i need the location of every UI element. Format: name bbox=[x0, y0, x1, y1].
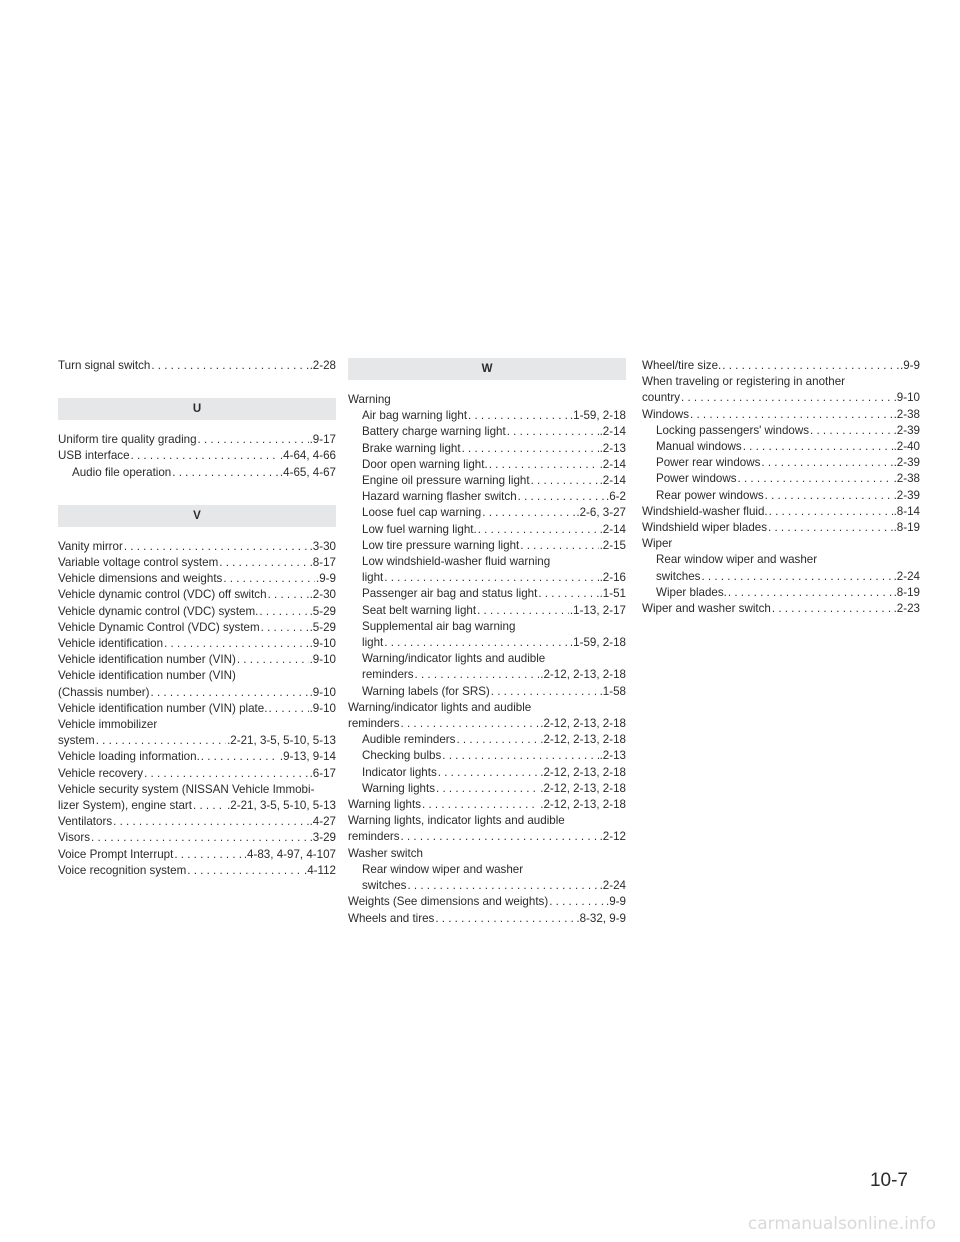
leader-dots bbox=[491, 684, 599, 700]
index-entry-page: .2-14 bbox=[599, 425, 626, 439]
index-entry-label: Vehicle identification number (VIN) bbox=[58, 653, 236, 667]
leader-dots bbox=[187, 863, 303, 879]
index-entry bbox=[58, 863, 336, 879]
index-entry bbox=[58, 604, 336, 620]
index-entry-label: Vehicle dynamic control (VDC) off switch bbox=[58, 588, 267, 602]
leader-dots bbox=[384, 635, 569, 651]
index-subheading: Wiper bbox=[642, 537, 673, 551]
index-entry-label: Brake warning light bbox=[362, 441, 461, 455]
leader-dots bbox=[144, 766, 309, 782]
index-entry-label: Vehicle identification bbox=[58, 637, 164, 651]
index-entry bbox=[58, 847, 336, 863]
index-entry bbox=[642, 520, 920, 536]
index-entry-label: Checking bulbs bbox=[362, 749, 442, 763]
leader-dots bbox=[738, 471, 893, 487]
index-subheading: Low windshield-washer fluid warning bbox=[362, 555, 551, 569]
leader-dots bbox=[482, 505, 575, 521]
index-entry bbox=[58, 814, 336, 830]
leader-dots bbox=[442, 748, 598, 764]
index-entry-label: Vehicle identification number (VIN) plate. bbox=[58, 701, 268, 715]
index-entry bbox=[58, 539, 336, 555]
index-entry-page: .2-39 bbox=[893, 423, 920, 437]
index-entry bbox=[348, 505, 626, 521]
index-entry bbox=[58, 830, 336, 846]
leader-dots bbox=[401, 829, 599, 845]
leader-dots bbox=[722, 358, 899, 374]
index-entry bbox=[348, 457, 626, 473]
index-entry-page: .2-39 bbox=[893, 488, 920, 502]
index-entry bbox=[58, 587, 336, 603]
index-entry-label: Passenger air bag and status light bbox=[362, 587, 538, 601]
index-entry-label: Vehicle dimensions and weights bbox=[58, 572, 223, 586]
index-entry-page: .9-10 bbox=[893, 391, 920, 405]
index-entry bbox=[58, 766, 336, 782]
watermark: carmanualsonline.info bbox=[747, 1214, 936, 1234]
index-entry-label: Battery charge warning light bbox=[362, 425, 506, 439]
index-entry-label: Vehicle recovery bbox=[58, 766, 144, 780]
index-entry bbox=[348, 408, 626, 424]
index-entry-page: .4-64, 4-66 bbox=[279, 449, 336, 463]
index-entry-label: lizer System), engine start bbox=[58, 799, 193, 813]
index-entry-page: .3-30 bbox=[309, 539, 336, 553]
leader-dots bbox=[477, 603, 569, 619]
index-entry bbox=[642, 569, 920, 585]
leader-dots bbox=[268, 701, 308, 717]
index-entry-page: .2-24 bbox=[599, 879, 626, 893]
index-entry bbox=[58, 448, 336, 464]
index-entry-label: Ventilators bbox=[58, 815, 113, 829]
leader-dots bbox=[219, 555, 308, 571]
index-entry-page: .4-83, 4-97, 4-107 bbox=[243, 847, 336, 861]
index-entry bbox=[642, 390, 920, 406]
leader-dots bbox=[223, 571, 315, 587]
index-subheading: Rear window wiper and washer bbox=[656, 553, 818, 567]
leader-dots bbox=[462, 441, 599, 457]
leader-dots bbox=[198, 432, 309, 448]
index-entry-label: Windshield wiper blades bbox=[642, 521, 768, 535]
index-entry-page: .2-14 bbox=[599, 474, 626, 488]
index-entry-page: .8-17 bbox=[309, 556, 336, 570]
index-entry-label: Low fuel warning light. bbox=[362, 522, 477, 536]
index-entry-page: .9-9 bbox=[900, 359, 920, 372]
leader-dots bbox=[810, 423, 893, 439]
leader-dots bbox=[549, 894, 605, 910]
leader-dots bbox=[164, 636, 309, 652]
index-entry-page: .9-13, 9-14 bbox=[279, 750, 336, 764]
index-entry bbox=[348, 570, 626, 586]
index-entry-page: .6-2 bbox=[606, 490, 626, 504]
index-entry-page: .3-29 bbox=[309, 831, 336, 845]
leader-dots bbox=[124, 539, 309, 555]
leader-dots bbox=[769, 504, 893, 520]
index-entry-page: .2-12, 2-13, 2-18 bbox=[540, 781, 626, 795]
leader-dots bbox=[772, 601, 893, 617]
index-entry-page: .2-12, 2-13, 2-18 bbox=[540, 668, 626, 682]
index-entry bbox=[642, 407, 920, 423]
index-entry-page: .2-6, 3-27 bbox=[576, 506, 626, 520]
leader-dots bbox=[96, 733, 226, 749]
leader-dots bbox=[422, 797, 539, 813]
index-entry bbox=[58, 701, 336, 717]
leader-dots bbox=[520, 538, 598, 554]
index-entry-label: reminders bbox=[348, 830, 400, 844]
index-entry-label: Visors bbox=[58, 831, 91, 845]
index-entry-label: light bbox=[362, 571, 384, 585]
index-entry-page: .2-12 bbox=[599, 830, 626, 844]
leader-dots bbox=[201, 749, 279, 765]
index-entry-label: reminders bbox=[348, 717, 400, 731]
index-entry-page: .2-23 bbox=[893, 602, 920, 616]
index-entry-label: Wiper and washer switch bbox=[642, 602, 771, 616]
leader-dots bbox=[761, 455, 892, 471]
index-subheading: Warning bbox=[348, 393, 391, 406]
index-entry bbox=[348, 489, 626, 505]
index-entry-page: .8-14 bbox=[893, 504, 920, 518]
leader-dots bbox=[765, 488, 893, 504]
leader-dots bbox=[407, 878, 598, 894]
index-entry-label: Power rear windows bbox=[656, 456, 761, 470]
index-entry-label: switches bbox=[656, 569, 701, 583]
index-entry bbox=[642, 439, 920, 455]
index-entry-page: .2-38 bbox=[893, 472, 920, 486]
index-entry-page: .2-38 bbox=[893, 407, 920, 421]
index-entry bbox=[348, 635, 626, 651]
leader-dots bbox=[237, 652, 309, 668]
leader-dots bbox=[435, 911, 575, 927]
index-entry-page: .8-19 bbox=[893, 585, 920, 599]
index-entry-page: .4-112 bbox=[303, 863, 336, 877]
leader-dots bbox=[415, 667, 540, 683]
index-entry bbox=[348, 829, 626, 845]
leader-dots bbox=[456, 732, 539, 748]
index-entry-label: Indicator lights bbox=[362, 765, 437, 779]
index-subheading: When traveling or registering in another bbox=[642, 375, 845, 389]
index-entry-label: Door open warning light. bbox=[362, 457, 488, 471]
index-entry bbox=[58, 733, 336, 749]
index-entry-label: Windows bbox=[642, 407, 690, 421]
leader-dots bbox=[478, 522, 599, 538]
index-entry bbox=[58, 652, 336, 668]
section-header-w: W bbox=[348, 358, 626, 380]
index-entry bbox=[58, 685, 336, 701]
index-entry-page: .2-14 bbox=[599, 457, 626, 471]
index-entry-page: .9-17 bbox=[309, 433, 336, 447]
index-entry-page: .2-39 bbox=[893, 456, 920, 470]
index-entry-label: Turn signal switch bbox=[58, 359, 151, 372]
index-entry bbox=[642, 488, 920, 504]
index-entry-page: .2-15 bbox=[599, 538, 626, 552]
index-subheading: Washer switch bbox=[348, 846, 423, 860]
index-entry-label: Wheels and tires bbox=[348, 911, 435, 925]
index-entry bbox=[348, 911, 626, 927]
index-entry bbox=[348, 538, 626, 554]
index-entry-page: .8-32, 9-9 bbox=[576, 911, 626, 925]
leader-dots bbox=[531, 473, 599, 489]
index-entry bbox=[642, 455, 920, 471]
index-entry-page: .4-27 bbox=[309, 815, 336, 829]
index-entry-page: .2-12, 2-13, 2-18 bbox=[540, 765, 626, 779]
index-entry-label: Warning labels (for SRS) bbox=[362, 684, 490, 698]
index-entry-label: Wiper blades. bbox=[656, 585, 727, 599]
index-entry-label: Power windows bbox=[656, 472, 737, 486]
index-entry bbox=[642, 423, 920, 439]
leader-dots bbox=[489, 457, 599, 473]
index-entry-label: switches bbox=[362, 879, 407, 893]
index-entry-page: .1-51 bbox=[599, 587, 626, 601]
index-entry-label: country bbox=[642, 391, 681, 405]
leader-dots bbox=[131, 448, 279, 464]
index-subheading: Vehicle immobilizer bbox=[58, 718, 158, 732]
index-entry-page: .2-12, 2-13, 2-18 bbox=[540, 798, 626, 812]
index-entry bbox=[642, 358, 920, 374]
index-entry bbox=[348, 797, 626, 813]
leader-dots bbox=[259, 604, 308, 620]
index-entry-label: Wheel/tire size. bbox=[642, 359, 722, 372]
index-entry bbox=[642, 585, 920, 601]
index-subheading: Rear window wiper and washer bbox=[362, 862, 524, 876]
index-subheading: Warning/indicator lights and audible bbox=[348, 700, 532, 714]
index-entry-page: .2-13 bbox=[599, 749, 626, 763]
index-entry-page: .2-21, 3-5, 5-10, 5-13 bbox=[227, 734, 336, 748]
index-entry-page: .1-59, 2-18 bbox=[569, 636, 626, 650]
index-entry-label: Locking passengers' windows bbox=[656, 423, 810, 437]
leader-dots bbox=[436, 781, 539, 797]
leader-dots bbox=[151, 685, 309, 701]
index-entry-label: Warning lights bbox=[362, 781, 436, 795]
index-subheading: Vehicle identification number (VIN) bbox=[58, 669, 236, 683]
index-entry-page: .2-14 bbox=[599, 522, 626, 536]
index-entry-page: .1-13, 2-17 bbox=[569, 603, 626, 617]
index-entry bbox=[348, 748, 626, 764]
index-entry-label: Vehicle dynamic control (VDC) system. bbox=[58, 604, 259, 618]
index-entry-page: .9-9 bbox=[606, 895, 626, 909]
index-entry bbox=[642, 471, 920, 487]
index-entry-page: .9-9 bbox=[316, 572, 336, 586]
index-entry bbox=[58, 555, 336, 571]
index-entry-label: Hazard warning flasher switch bbox=[362, 490, 517, 504]
index-entry-label: Engine oil pressure warning light bbox=[362, 474, 530, 488]
index-entry-page: .2-24 bbox=[893, 569, 920, 583]
index-entry-label: Rear power windows bbox=[656, 488, 764, 502]
index-entry bbox=[58, 571, 336, 587]
index-entry bbox=[58, 636, 336, 652]
index-entry bbox=[348, 586, 626, 602]
index-entry bbox=[348, 473, 626, 489]
index-entry-label: Audio file operation bbox=[72, 465, 172, 479]
index-entry bbox=[58, 749, 336, 765]
index-entry bbox=[348, 424, 626, 440]
leader-dots bbox=[701, 569, 892, 585]
index-entry-page: .8-19 bbox=[893, 521, 920, 535]
index-subheading: Supplemental air bag warning bbox=[362, 619, 516, 633]
leader-dots bbox=[151, 358, 308, 374]
index-entry-page: .1-59, 2-18 bbox=[569, 409, 626, 423]
index-entry-page: .2-40 bbox=[893, 440, 920, 454]
index-entry bbox=[348, 667, 626, 683]
index-entry bbox=[348, 441, 626, 457]
index-entry-label: Uniform tire quality grading bbox=[58, 433, 197, 447]
leader-dots bbox=[193, 798, 226, 814]
leader-dots bbox=[174, 847, 242, 863]
index-entry-label: Low tire pressure warning light bbox=[362, 538, 520, 552]
leader-dots bbox=[538, 586, 598, 602]
index-column-1 bbox=[58, 358, 336, 879]
leader-dots bbox=[690, 407, 893, 423]
index-entry-label: Seat belt warning light bbox=[362, 603, 477, 617]
index-entry-label: Air bag warning light bbox=[362, 409, 468, 423]
index-entry-page: .2-30 bbox=[309, 588, 336, 602]
leader-dots bbox=[113, 814, 308, 830]
index-entry-page: .2-21, 3-5, 5-10, 5-13 bbox=[227, 799, 336, 813]
index-entry bbox=[348, 716, 626, 732]
index-subheading: Vehicle security system (NISSAN Vehicle Immobi- bbox=[58, 782, 315, 796]
index-entry-label: Audible reminders bbox=[362, 733, 456, 747]
index-entry-page: .4-65, 4-67 bbox=[279, 465, 336, 479]
index-entry bbox=[348, 684, 626, 700]
leader-dots bbox=[438, 765, 540, 781]
leader-dots bbox=[172, 465, 279, 481]
section-header-u: U bbox=[58, 398, 336, 420]
index-entry-page: .6-17 bbox=[309, 766, 336, 780]
page-number: 10-7 bbox=[869, 1170, 908, 1191]
index-entry-label: USB interface bbox=[58, 449, 130, 463]
index-entry-page: .9-10 bbox=[309, 701, 336, 715]
index-entry-label: light bbox=[362, 636, 384, 650]
leader-dots bbox=[681, 390, 893, 406]
index-entry-label: Voice recognition system bbox=[58, 863, 187, 877]
index-entry bbox=[348, 894, 626, 910]
index-entry bbox=[348, 765, 626, 781]
index-subheading: Warning/indicator lights and audible bbox=[362, 652, 546, 666]
index-entry-page: .2-13 bbox=[599, 441, 626, 455]
index-entry-label: Vehicle Dynamic Control (VDC) system bbox=[58, 620, 260, 634]
leader-dots bbox=[518, 489, 605, 505]
index-entry-label: Manual windows bbox=[656, 440, 742, 454]
index-entry bbox=[58, 465, 336, 481]
leader-dots bbox=[728, 585, 893, 601]
index-entry-page: .2-12, 2-13, 2-18 bbox=[540, 717, 626, 731]
index-entry-page: .1-58 bbox=[599, 684, 626, 698]
index-entry bbox=[58, 620, 336, 636]
index-entry bbox=[642, 504, 920, 520]
index-entry-page: .5-29 bbox=[309, 620, 336, 634]
index-entry-page: .9-10 bbox=[309, 637, 336, 651]
leader-dots bbox=[91, 830, 309, 846]
index-entry-label: Loose fuel cap warning bbox=[362, 506, 482, 520]
leader-dots bbox=[384, 570, 598, 586]
index-column-2 bbox=[348, 358, 626, 927]
index-entry-label: (Chassis number) bbox=[58, 685, 150, 699]
index-entry bbox=[58, 432, 336, 448]
index-column-3 bbox=[642, 358, 920, 617]
index-entry-page: .9-10 bbox=[309, 685, 336, 699]
index-entry bbox=[348, 732, 626, 748]
index-entry bbox=[58, 798, 336, 814]
leader-dots bbox=[743, 439, 893, 455]
index-entry bbox=[348, 522, 626, 538]
index-entry bbox=[348, 603, 626, 619]
index-entry bbox=[348, 781, 626, 797]
index-entry-label: system bbox=[58, 734, 95, 748]
index-entry-page: .2-16 bbox=[599, 571, 626, 585]
leader-dots bbox=[768, 520, 893, 536]
index-entry-label: Vehicle loading information. bbox=[58, 750, 200, 764]
index-subheading: Warning lights, indicator lights and audible bbox=[348, 814, 565, 828]
index-entry-page: .5-29 bbox=[309, 604, 336, 618]
index-entry-label: Windshield-washer fluid. bbox=[642, 504, 768, 518]
index-entry bbox=[642, 601, 920, 617]
leader-dots bbox=[268, 587, 309, 603]
index-entry bbox=[58, 358, 336, 374]
leader-dots bbox=[468, 408, 569, 424]
index-entry bbox=[348, 878, 626, 894]
section-header-v: V bbox=[58, 505, 336, 527]
index-entry-label: Vanity mirror bbox=[58, 539, 123, 553]
index-entry-label: Warning lights bbox=[348, 798, 422, 812]
index-entry-label: Voice Prompt Interrupt bbox=[58, 847, 174, 861]
leader-dots bbox=[507, 424, 599, 440]
index-entry-label: Weights (See dimensions and weights) bbox=[348, 895, 549, 909]
index-entry-label: Variable voltage control system bbox=[58, 556, 219, 570]
index-entry-label: reminders bbox=[362, 668, 414, 682]
index-entry-page: .9-10 bbox=[309, 653, 336, 667]
index-entry-page: .2-12, 2-13, 2-18 bbox=[540, 733, 626, 747]
index-entry-page: .2-28 bbox=[309, 359, 336, 372]
leader-dots bbox=[401, 716, 540, 732]
leader-dots bbox=[261, 620, 309, 636]
